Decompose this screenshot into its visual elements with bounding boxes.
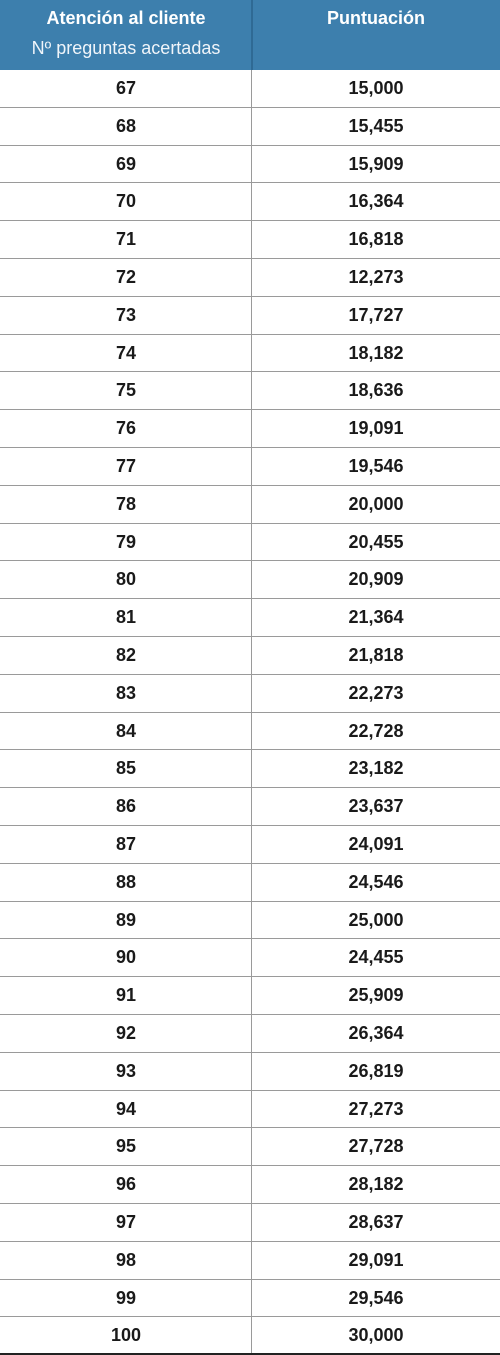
cell-correct-answers: 92: [115, 1022, 137, 1043]
cell-correct-answers: 69: [115, 153, 137, 174]
cell-correct-answers: 100: [110, 1325, 142, 1346]
cell-score: 25,000: [348, 909, 404, 930]
table-row: [0, 70, 500, 108]
cell-correct-answers: 79: [115, 531, 137, 552]
table-row: [0, 902, 500, 940]
cell-correct-answers: 82: [115, 644, 137, 665]
table-row: [0, 864, 500, 902]
table-row: [0, 637, 500, 675]
table-row: [0, 1280, 500, 1318]
header-col-correct-answers: [0, 0, 252, 70]
cell-correct-answers: 97: [115, 1211, 137, 1232]
header-col-b-title: Puntuación: [327, 8, 425, 28]
cell-score: 19,091: [348, 418, 404, 439]
cell-score: 24,455: [348, 947, 404, 968]
table-row: [0, 335, 500, 373]
cell-score: 18,182: [348, 342, 404, 363]
cell-score: 15,909: [348, 153, 404, 174]
cell-correct-answers: 89: [115, 909, 137, 930]
header-col-a-subtitle: Nº preguntas acertadas: [31, 38, 221, 58]
cell-score: 23,182: [348, 758, 404, 779]
cell-score: 26,364: [348, 1022, 404, 1043]
cell-correct-answers: 98: [115, 1249, 137, 1270]
cell-score: 20,000: [348, 493, 404, 514]
table-row: [0, 977, 500, 1015]
cell-score: 16,818: [348, 229, 404, 250]
cell-correct-answers: 72: [115, 266, 137, 287]
cell-score: 25,909: [348, 985, 404, 1006]
cell-score: 30,000: [348, 1325, 404, 1346]
header-col-score: [252, 0, 500, 70]
cell-score: 26,819: [348, 1060, 404, 1081]
cell-correct-answers: 81: [115, 607, 137, 628]
cell-correct-answers: 87: [115, 833, 137, 854]
table-row: [0, 561, 500, 599]
table-row: [0, 372, 500, 410]
cell-correct-answers: 96: [115, 1174, 137, 1195]
cell-correct-answers: 68: [115, 115, 137, 136]
cell-correct-answers: 67: [115, 78, 137, 98]
cell-score: 24,091: [348, 833, 404, 854]
cell-correct-answers: 90: [115, 947, 137, 968]
table-row: [0, 448, 500, 486]
table-row: [0, 788, 500, 826]
table-header: [0, 0, 500, 70]
table-row: [0, 599, 500, 637]
cell-correct-answers: 93: [115, 1060, 137, 1081]
cell-score: 20,455: [348, 531, 404, 552]
cell-correct-answers: 86: [115, 796, 137, 817]
cell-score: 19,546: [348, 455, 404, 476]
cell-correct-answers: 77: [115, 455, 137, 476]
cell-correct-answers: 84: [115, 720, 137, 741]
table-row: [0, 108, 500, 146]
cell-score: 17,727: [348, 304, 404, 325]
table-row: [0, 146, 500, 184]
cell-score: 21,818: [348, 644, 404, 665]
table-row: [0, 1242, 500, 1280]
cell-score: 29,546: [348, 1287, 404, 1308]
table-body: [0, 70, 500, 1355]
table-row: [0, 750, 500, 788]
cell-correct-answers: 71: [115, 229, 137, 250]
cell-score: 15,455: [348, 115, 404, 136]
cell-correct-answers: 85: [115, 758, 137, 779]
cell-correct-answers: 88: [115, 871, 137, 892]
cell-score: 20,909: [348, 569, 404, 590]
cell-correct-answers: 73: [115, 304, 137, 325]
table-row: [0, 939, 500, 977]
cell-correct-answers: 99: [115, 1287, 137, 1308]
table-row: [0, 1053, 500, 1091]
cell-score: 27,728: [348, 1136, 404, 1157]
table-row: [0, 1166, 500, 1204]
cell-score: 24,546: [348, 871, 404, 892]
cell-score: 12,273: [348, 266, 404, 287]
cell-score: 28,637: [348, 1211, 404, 1232]
cell-score: 22,273: [348, 682, 404, 703]
table-row: [0, 1204, 500, 1242]
cell-correct-answers: 83: [115, 682, 137, 703]
table-row: [0, 524, 500, 562]
table-row: [0, 259, 500, 297]
cell-correct-answers: 76: [115, 418, 137, 439]
table-row: [0, 675, 500, 713]
cell-score: 23,637: [348, 796, 404, 817]
cell-correct-answers: 78: [115, 493, 137, 514]
cell-correct-answers: 80: [115, 569, 137, 590]
cell-correct-answers: 95: [115, 1136, 137, 1157]
table-row: [0, 410, 500, 448]
cell-score: 27,273: [348, 1098, 404, 1119]
table-row: [0, 221, 500, 259]
table-row: [0, 486, 500, 524]
cell-score: 21,364: [348, 607, 404, 628]
cell-correct-answers: 91: [115, 985, 137, 1006]
table-row: [0, 1015, 500, 1053]
table-row: [0, 183, 500, 221]
cell-score: 29,091: [348, 1249, 404, 1270]
table-row: [0, 1091, 500, 1129]
cell-score: 16,364: [348, 191, 404, 212]
table-row: [0, 297, 500, 335]
cell-correct-answers: 94: [115, 1098, 137, 1119]
cell-correct-answers: 70: [115, 191, 137, 212]
table-row: [0, 1128, 500, 1166]
cell-correct-answers: 75: [115, 380, 137, 401]
table-row: [0, 826, 500, 864]
cell-score: 15,000: [348, 78, 404, 98]
cell-correct-answers: 74: [115, 342, 137, 363]
table-row: [0, 713, 500, 751]
cell-score: 18,636: [348, 380, 404, 401]
cell-score: 28,182: [348, 1174, 404, 1195]
cell-score: 22,728: [348, 720, 404, 741]
header-col-a-title: Atención al cliente: [46, 8, 206, 28]
table-row: [0, 1317, 500, 1355]
